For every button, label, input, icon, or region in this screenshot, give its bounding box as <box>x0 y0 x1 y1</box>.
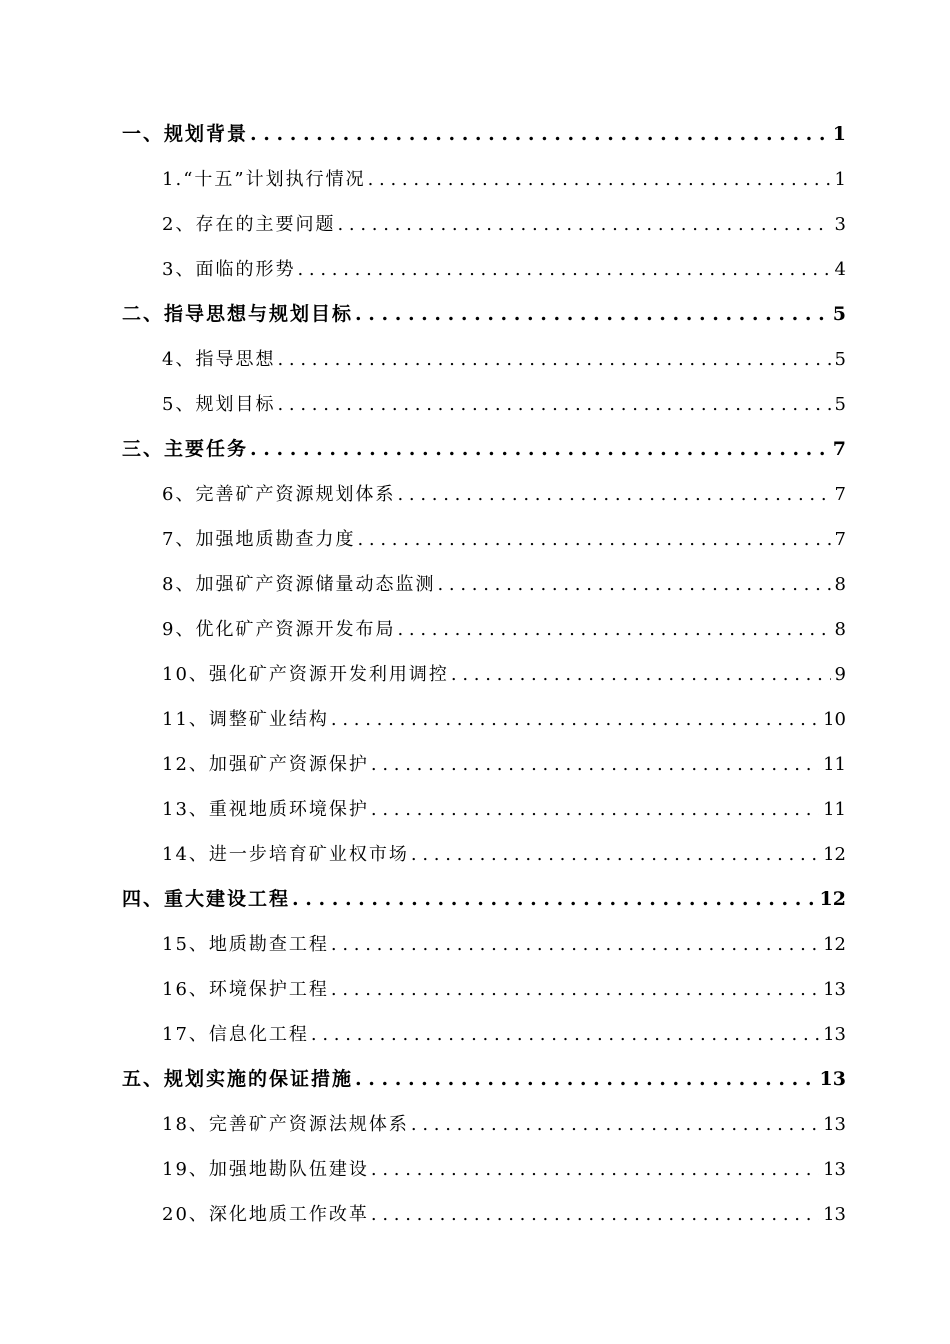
toc-entry[interactable] <box>122 1147 846 1192</box>
toc-entry-title: 重视地质环境保护 <box>208 799 369 820</box>
toc-entry[interactable] <box>122 112 846 157</box>
dot-leader <box>277 337 830 382</box>
dot-leader <box>371 1147 819 1192</box>
toc-entry-page: 1 <box>834 169 846 190</box>
toc-entry-number: 4、 <box>162 349 196 370</box>
toc-entry[interactable] <box>122 652 846 697</box>
dot-leader <box>331 967 819 1012</box>
toc-entry-number: 19、 <box>162 1159 209 1180</box>
toc-entry-page: 13 <box>819 1068 846 1090</box>
toc-entry-title: 加强地质勘查力度 <box>195 529 356 550</box>
toc-entry-number: 四、 <box>122 888 165 910</box>
toc-entry[interactable] <box>122 832 846 877</box>
toc-entry-page: 8 <box>834 619 846 640</box>
toc-entry-page: 13 <box>823 979 846 1000</box>
toc-entry-title: 信息化工程 <box>208 1024 309 1045</box>
toc-entry-title: 地质勘查工程 <box>208 934 329 955</box>
toc-entry-title: 主要任务 <box>164 438 249 460</box>
toc-entry[interactable] <box>122 1192 846 1237</box>
toc-entry-page: 7 <box>834 484 846 505</box>
toc-entry-number: 8、 <box>162 574 196 595</box>
toc-entry[interactable] <box>122 1012 846 1057</box>
toc-entry-page: 7 <box>832 438 846 460</box>
toc-entry[interactable] <box>122 967 846 1012</box>
dot-leader <box>277 382 830 427</box>
toc-entry[interactable] <box>122 697 846 742</box>
toc-entry[interactable] <box>122 247 846 292</box>
toc-entry[interactable] <box>122 787 846 832</box>
dot-leader <box>411 1102 819 1147</box>
toc-entry-number: 9、 <box>162 619 196 640</box>
dot-leader <box>355 292 829 337</box>
dot-leader <box>250 112 829 157</box>
dot-leader <box>371 742 819 787</box>
dot-leader <box>357 517 830 562</box>
toc-entry[interactable] <box>122 877 846 922</box>
dot-leader <box>397 607 830 652</box>
toc-entry[interactable] <box>122 202 846 247</box>
toc-entry-page: 10 <box>823 709 846 730</box>
toc-entry-title: 深化地质工作改革 <box>208 1204 369 1225</box>
dot-leader <box>292 877 816 922</box>
toc-entry-page: 9 <box>834 664 846 685</box>
dot-leader <box>437 562 830 607</box>
toc-entry-title: 环境保护工程 <box>208 979 329 1000</box>
toc-entry[interactable] <box>122 742 846 787</box>
toc-entry-number: 5、 <box>162 394 196 415</box>
table-of-contents <box>122 112 846 1237</box>
toc-entry[interactable] <box>122 337 846 382</box>
toc-entry-page: 7 <box>834 529 846 550</box>
toc-entry-number: 2、 <box>162 214 196 235</box>
toc-entry-number: 10、 <box>162 664 209 685</box>
dot-leader <box>311 1012 819 1057</box>
toc-entry-number: 12、 <box>162 754 209 775</box>
toc-entry-number: 3、 <box>162 259 196 280</box>
toc-entry-title: 规划背景 <box>164 123 249 145</box>
toc-entry-number: 18、 <box>162 1114 209 1135</box>
toc-entry-number: 五、 <box>122 1068 165 1090</box>
toc-entry-title: 加强地勘队伍建设 <box>208 1159 369 1180</box>
toc-entry-page: 11 <box>823 754 846 775</box>
dot-leader <box>297 247 830 292</box>
toc-entry-number: 11、 <box>162 709 209 730</box>
dot-leader <box>451 652 831 697</box>
dot-leader <box>371 1192 819 1237</box>
toc-entry[interactable] <box>122 1102 846 1147</box>
toc-entry-page: 8 <box>834 574 846 595</box>
toc-entry-number: 20、 <box>162 1204 209 1225</box>
toc-entry-number: 14、 <box>162 844 209 865</box>
toc-entry-page: 5 <box>834 394 846 415</box>
toc-entry-title: 重大建设工程 <box>164 888 291 910</box>
toc-entry-title: 强化矿产资源开发利用调控 <box>208 664 449 685</box>
toc-entry-number: 三、 <box>122 438 165 460</box>
toc-entry-title: 指导思想 <box>195 349 276 370</box>
toc-entry-page: 11 <box>823 799 846 820</box>
toc-entry-page: 1 <box>832 123 846 145</box>
toc-entry-page: 13 <box>823 1114 846 1135</box>
dot-leader <box>368 157 831 202</box>
toc-entry-title: 加强矿产资源储量动态监测 <box>195 574 436 595</box>
toc-entry[interactable] <box>122 472 846 517</box>
dot-leader <box>337 202 830 247</box>
dot-leader <box>397 472 830 517</box>
toc-entry-page: 12 <box>823 934 846 955</box>
dot-leader <box>411 832 819 877</box>
toc-entry-number: 15、 <box>162 934 209 955</box>
toc-entry-page: 13 <box>823 1159 846 1180</box>
toc-entry[interactable] <box>122 922 846 967</box>
toc-entry[interactable] <box>122 292 846 337</box>
toc-entry-title: “十五”计划执行情况 <box>183 169 366 190</box>
toc-entry[interactable] <box>122 157 846 202</box>
dot-leader <box>250 427 829 472</box>
toc-entry-page: 5 <box>834 349 846 370</box>
toc-entry-title: 完善矿产资源法规体系 <box>208 1114 409 1135</box>
dot-leader <box>355 1057 816 1102</box>
toc-entry-title: 进一步培育矿业权市场 <box>208 844 409 865</box>
toc-entry-number: 17、 <box>162 1024 209 1045</box>
toc-entry-page: 13 <box>823 1024 846 1045</box>
toc-entry-page: 3 <box>834 214 846 235</box>
toc-entry-number: 7、 <box>162 529 196 550</box>
toc-entry-number: 6、 <box>162 484 196 505</box>
toc-entry-page: 12 <box>819 888 846 910</box>
toc-entry-title: 加强矿产资源保护 <box>208 754 369 775</box>
toc-entry[interactable] <box>122 382 846 427</box>
toc-entry[interactable] <box>122 427 846 472</box>
toc-entry-number: 1. <box>162 169 184 190</box>
toc-entry-title: 指导思想与规划目标 <box>164 303 354 325</box>
toc-entry-title: 完善矿产资源规划体系 <box>195 484 396 505</box>
toc-entry-page: 4 <box>834 259 846 280</box>
toc-entry[interactable] <box>122 1057 846 1102</box>
toc-entry-number: 一、 <box>122 123 165 145</box>
toc-entry[interactable] <box>122 517 846 562</box>
dot-leader <box>331 922 819 967</box>
toc-entry-title: 规划实施的保证措施 <box>164 1068 354 1090</box>
toc-entry-number: 16、 <box>162 979 209 1000</box>
toc-entry[interactable] <box>122 607 846 652</box>
toc-entry-title: 存在的主要问题 <box>195 214 336 235</box>
toc-entry-page: 13 <box>823 1204 846 1225</box>
toc-entry-page: 5 <box>832 303 846 325</box>
toc-entry-page: 12 <box>823 844 846 865</box>
toc-entry-title: 规划目标 <box>195 394 276 415</box>
toc-entry[interactable] <box>122 562 846 607</box>
dot-leader <box>331 697 819 742</box>
toc-entry-title: 调整矿业结构 <box>208 709 329 730</box>
toc-entry-title: 面临的形势 <box>195 259 296 280</box>
toc-entry-number: 13、 <box>162 799 209 820</box>
toc-entry-title: 优化矿产资源开发布局 <box>195 619 396 640</box>
dot-leader <box>371 787 819 832</box>
toc-entry-number: 二、 <box>122 303 165 325</box>
